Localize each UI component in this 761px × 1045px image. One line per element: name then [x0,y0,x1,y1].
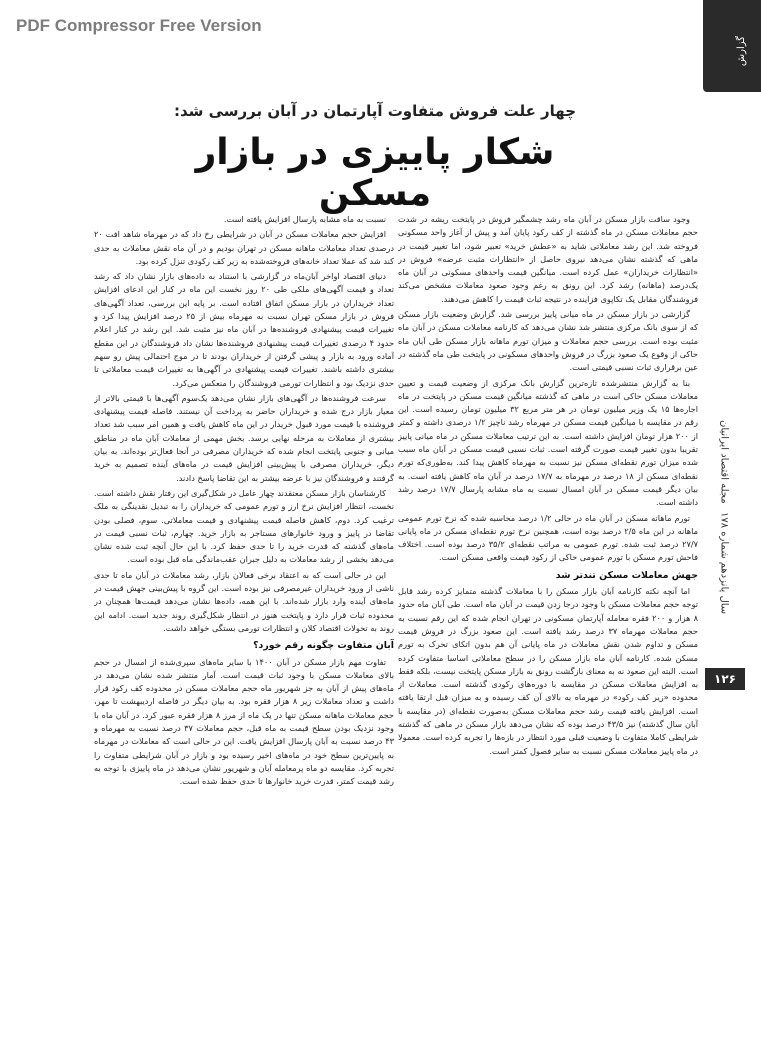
paragraph: بنا به گزارش منتشرشده تازه‌ترین گزارش بانک مرکزی از وضعیت قیمت و تعیین معاملات مسکن حاکی است در ماهی که گذشته میانگین قیمت مسکن در پایتخت در ماه اجاره‌ها ۱۵ یک وزیر میلیون تومان در هر متر مربع ۳۲ میلیون تومان رسیده است. این رقم در مقایسه با میانگین قیمت مسکن در مهرماه رشد ناچیز ۱/۲ درصدی داشته و کمتر از ۲۰۰ هزار تومان افزایش داشته است. به این ترتیب معاملات مسکن در ماه میانی پاییز تقریبا بدون تغییر قیمت صورت گرفته است. ثبات نسبی قیمت مسکن در آبان ماه سبب شده میزان تورم نقطه‌ای مسکن نیز نسبت به مهرماه کاهش پیدا کند. به‌طوری‌که تورم نقطه‌ای مسکن از ۱۸ درصد در مهرماه به ۱۷/۷ درصد در آبان ماه کاهش یافته است. به بیان دیگر قیمت مسکن در آبان امسال نسبت به ماه مشابه پارسال ۱۷/۷ درصد رشد داشته است. [398,377,698,508]
paragraph: کارشناسان بازار مسکن معتقدند چهار عامل در شکل‌گیری این رفتار نقش داشته است. نخست، انتظار افزایش نرخ ارز و تورم عمومی که خریداران را به تبدیل نقدینگی به ملک ترغیب کرد. دوم، کاهش فاصله قیمت پیشنهادی و قیمت معاملاتی. سوم، فصلی بودن تقاضا در پاییز و ورود خانوارهای مستاجر به بازار خرید. چهارم، ثبات نسبی قیمت در ماه‌های گذشته که قدرت خرید را تا حدی حفظ کرد. با این حال آنچه ثبت شده نشان می‌دهد بخشی از رشد معاملات به دلیل جبران عقب‌ماندگی ماه قبل بوده است. [94,487,394,565]
issue-info: سال پانزدهم شماره ۱۷۸ [718,511,730,614]
paragraph: تفاوت مهم بازار مسکن در آبان ۱۴۰۰ با سایر ماه‌های سپری‌شده از امسال در حجم بالای معاملات مسکن با وجود ثبات قیمت است. آمار منتشر شده نشان می‌دهد در ماه‌های پیش از آبان به جز شهریور ماه حجم معاملات مسکن در محدوده کف رکود قرار داشت و تعداد معاملات زیر ۸ هزار فقره بود. به بیان دیگر در فاصله اردیبهشت تا مهر، حجم معاملات ماهانه مسکن تنها در یک ماه از مرز ۸ هزار فقره عبور کرد. در آبان ماه با وجود نزدیک بودن سطح قیمت به ماه قبل، حجم معاملات ۳۷ درصد نسبت به مهرماه و ۴۳ درصد نسبت به آبان پارسال افزایش یافت. این در حالی است که معاملات در مهرماه به پایین‌ترین سطح خود در ماه‌های اخیر رسیده بود و بازار در آبان شرایطی متفاوت را تجربه کرد. مقایسه دو ماه پرمعامله آبان و شهریور نشان می‌دهد در ماه پاییزی با توجه به رشد قیمت کمتر، قدرت خرید خانوارها تا حدی حفظ شده است. [94,656,394,787]
paragraph: وجود ساقت بازار مسکن در آبان ماه رشد چشمگیر فروش در پایتخت ریشه در شدت حجم معاملات مسکن در ماه گذشته از کف رکود پایان آمد و پیش از آغاز واحد مسکونی فروخته شد. این رشد معاملاتی شاید به «عطش خرید» تعبیر شود، اما تغییر قیمت در ماهی که گذشته نشان می‌دهد نیروی حاصل از «انتظارات مثبت عرضه» فروش در «انتظارات خریداران» عمل کرده است. میانگین قیمت واحدهای مسکونی در آبان ماه یک‌درصد (ماهانه) رشد کرد. این رونق به رغم وجود صعود معاملات مشخص می‌کند فروشندگان مقابل یک تکاپوی فزاینده در نتیجه ثبات قیمت را کاهش می‌دهند. [398,214,698,304]
subheading: جهش معاملات مسکن تندتر شد [555,569,698,581]
section-label: گزارش [736,36,747,67]
paragraph: اما آنچه نکته کارنامه آبان بازار مسکن را با معاملات گذشته متمایز کرده رشد قابل توجه حجم معاملات مسکن با وجود درجا زدن قیمت در آبان ماه است. طی آبان ماه حدود ۸ هزار و ۲۰۰ فقره معامله آپارتمان مسکونی در تهران انجام شده که این رقم نسبت به حجم معاملات مهرماه ۳۷ درصد رشد یافته است. این صعود بزرگ در فروش قیمت مسکن و تداوم شدن نقش معاملات در ماه پایانی آن هم بدون اتکای تحرک به تورم مسکن شده. کارنامه آبان ماه بازار مسکن را در سطح معاملاتی اساسا متفاوت کرده است. البته این صعود نه به معنای بازگشت رونق به بازار مسکن پایتخت نیست، بلکه فقط به افزایش معاملات مسکن در مقایسه با دوره‌های رکودی گذشته است. معاملات از محدوده «زیر کف رکود» در مهرماه به بالای آن کف رسیده و به میزان قبل ارتقا یافته است. افزایش یافته قیمت رشد حجم معاملات مسکن به‌صورت نقطه‌ای (در مقایسه با آبان سال گذشته) نیز ۴۳/۵ درصد بوده که نشان می‌دهد بازار مسکن در ماهی که گذشته شرایطی کاملا متفاوت با وضعیت قبلی مورد انتظار در بازه‌ها را تجربه کرده است. معمولا در ماه پاییز معاملات مسکن نسبت به سایر فصول کمتر است. [398,586,698,756]
article-column-right [398,213,698,953]
paragraph: افزایش حجم معاملات مسکن در آبان در شرایطی رخ داد که در مهرماه شاهد افت ۲۰ درصدی تعداد معاملات ماهانه مسکن در تهران بودیم و در آن ماه نقش معاملات به حدی کند شد که عملا تعداد خانه‌های فروخته‌شده به زیر کف رکودی تنزل کرده بود. [94,229,394,266]
page-number: ۱۲۶ [705,668,745,690]
article-title: شکار پاییزی در بازار مسکن [195,132,555,214]
paragraph: گزارشی در بازار مسکن در ماه میانی پاییز بررسی شد. گزارش وضعیت بازار مسکن که از سوی بانک مرکزی منتشر شد نشان می‌دهد که کارنامه معاملات مسکن در آبان ماه مثبت بوده است. بررسی حجم معاملات و میزان تورم ماهانه بازار مسکن طی آبان ماه حاکی از وقوع یک صعود بزرگ در فروش واحدهای مسکونی در پایتخت طی ماه گذشته در عین برقراری ثبات نسبی قیمتی است. [398,309,698,373]
article-supertitle: چهار علت فروش متفاوت آپارتمان در آبان بررسی شد: [173,102,577,120]
headline-block [150,94,600,214]
magazine-name: مجله اقتصاد ایرانیان [718,420,730,504]
paragraph: سرعت فروشنده‌ها در آگهی‌های بازار نشان می‌دهد یک‌سوم آگهی‌ها با قیمتی بالاتر از معیار بازار درج شده و خریداران حاضر به پرداخت آن نیستند. فاصله قیمت پیشنهادی فروشنده با قیمت مورد قبول خریدار در این ماه کاهش یافت و همین امر سبب شد تعداد بیشتری از معاملات به مرحله نهایی برسد. بخش مهمی از معاملات آبان ماه در مناطق میانی و جنوبی پایتخت انجام شده که خریداران مصرفی در آنجا فعال‌تر بوده‌اند. به بیان دیگر، خریداران مصرفی با پیش‌بینی افزایش قیمت در ماه‌های آینده تصمیم به خرید گرفتند و فروشندگان نیز با عرضه بیشتر به این تقاضا پاسخ دادند. [94,392,394,483]
paragraph: دنیای اقتصاد اواخر آبان‌ماه در گزارشی با استناد به داده‌های بازار نشان داد که رشد تعداد و قیمت آگهی‌های ملکی طی ۲۰ روز نخست این ماه در کنار این ادعای افزایش تعداد خریداران در بازار مسکن اتفاق افتاده است. بر پایه این بررسی، تعداد آگهی‌های فروش در بازار مسکن تهران نسبت به مهرماه بیش از ۲۵ درصد افزایش پیدا کرد و تغییرات قیمت پیشنهادی فروشنده‌ها در آبان ماه نیز مثبت شد. این رشد در کنار اعلام حدود ۴ درصدی تغییرات قیمت پیشنهادی فروشنده‌ها نشان داد فروشندگان در این مقطع آماده ورود به بازار و پیشی گرفتن از خریداران بودند تا در موج احتمالی پیش رو سهم بیشتری داشته باشند. تغییرات قیمت پیشنهادی در آگهی‌ها به تغییرات قیمت معاملاتی تا حدی نزدیک بود و انتظارات تورمی فروشندگان را منعکس می‌کرد. [94,271,394,388]
side-strip [703,92,761,1045]
article-column-left [94,213,394,953]
subheading: آبان متفاوت چگونه رقم خورد؟ [253,640,394,652]
section-tab [703,0,761,92]
paragraph: تورم ماهانه مسکن در آبان ماه در حالی ۱/۲ درصد محاسبه شده که نرخ تورم عمومی ماهانه در این ماه ۲/۵ درصد بوده است، همچنین نرخ تورم نقطه‌ای مسکن در ماه پایانی ۲۷/۷ درصد ثبت شده. تورم عمومی به مراتب نقطه‌ای ۳۵/۲ درصد بوده است. اختلاف فاحش تورم مسکن با تورم عمومی حاکی از رکود قیمت واقعی مسکن است. [398,512,698,563]
pdf-compressor-watermark: PDF Compressor Free Version [16,16,262,35]
paragraph: این در حالی است که به اعتقاد برخی فعالان بازار، رشد معاملات در آبان ماه تا حدی ناشی از ورود خریداران غیرمصرفی نیز بوده است. این گروه با پیش‌بینی جهش قیمت در ماه‌های آینده وارد بازار شده‌اند. با این همه، داده‌ها نشان می‌دهد قیمت‌ها همچنان در محدوده ثبات قرار دارد و پایتخت هنوز در انتظار شکل‌گیری روند جدید است. ادامه این روند به تحولات اقتصاد کلان و انتظارات تورمی بستگی خواهد داشت. [94,569,394,633]
paragraph: نسبت به ماه مشابه پارسال افزایش یافته است. [223,214,386,224]
